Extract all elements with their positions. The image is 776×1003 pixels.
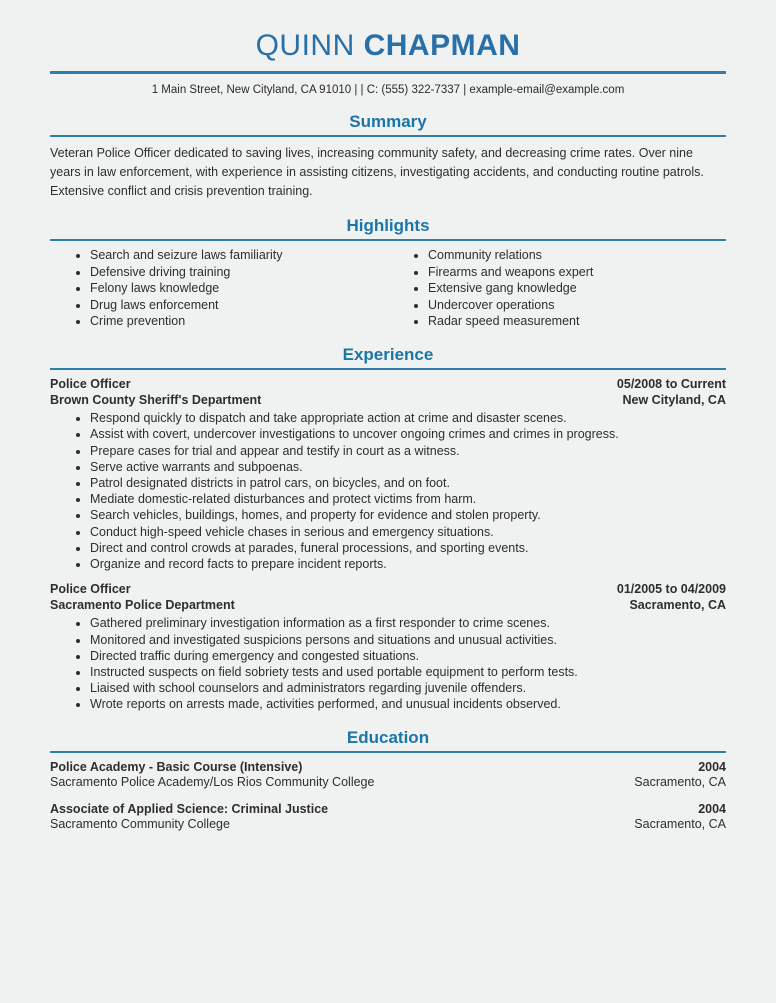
highlight-item: • Crime prevention [90, 313, 388, 330]
first-name: QUINN [255, 29, 355, 62]
summary-heading: Summary [349, 112, 427, 131]
section-education [50, 728, 726, 833]
education-location: Sacramento, CA [634, 775, 726, 790]
education-year: 2004 [698, 801, 726, 816]
highlights-left-list [50, 247, 388, 330]
education-degree-row [50, 802, 726, 818]
contact-line: 1 Main Street, New Cityland, CA 91010 | | C: (555) 322-7337 | example-email@example.com [151, 84, 625, 96]
education-heading: Education [346, 727, 430, 747]
job-location: New Cityland, CA [622, 392, 726, 407]
highlight-item: • Radar speed measurement [428, 313, 726, 330]
education-degree-row [50, 760, 726, 776]
highlights-divider [50, 239, 726, 241]
job-entry [50, 377, 726, 572]
section-highlights [50, 216, 726, 330]
education-school: Sacramento Community College [50, 817, 230, 832]
highlights-heading: Highlights [346, 216, 430, 235]
highlight-item: • Extensive gang knowledge [428, 280, 726, 297]
highlights-right-list [388, 247, 726, 330]
education-year: 2004 [698, 759, 726, 774]
job-duty: • Assist with covert, undercover investigations to uncover ongoing crimes and crimes in progress. [90, 426, 726, 442]
experience-divider [50, 368, 726, 370]
job-employer: Brown County Sheriff's Department [50, 392, 262, 407]
job-duty: • Mediate domestic-related disturbances and protect victims from harm. [90, 491, 726, 507]
last-name: CHAPMAN [363, 29, 521, 62]
job-duty: • Conduct high-speed vehicle chases in serious and emergency situations. [90, 524, 726, 540]
highlight-item: • Defensive driving training [90, 264, 388, 281]
highlight-item: • Firearms and weapons expert [428, 264, 726, 281]
education-entry [50, 802, 726, 833]
job-duty: • Organize and record facts to prepare incident reports. [90, 556, 726, 572]
job-employer: Sacramento Police Department [50, 597, 235, 612]
job-title: Police Officer [50, 376, 131, 391]
job-dates: 05/2008 to Current [616, 376, 726, 391]
highlight-item: • Felony laws knowledge [90, 280, 388, 297]
job-duty: • Patrol designated districts in patrol cars, on bicycles, and on foot. [90, 475, 726, 491]
job-employer-row [50, 393, 726, 409]
resume-header [50, 30, 726, 97]
education-school: Sacramento Police Academy/Los Rios Community College [50, 775, 375, 790]
education-degree: Police Academy - Basic Course (Intensive) [50, 759, 303, 774]
highlight-item: • Undercover operations [428, 297, 726, 314]
job-duty: • Liaised with school counselors and administrators regarding juvenile offenders. [90, 680, 726, 696]
job-duty: • Gathered preliminary investigation information as a first responder to crime scenes. [90, 615, 726, 631]
experience-heading: Experience [342, 344, 434, 364]
job-location: Sacramento, CA [629, 597, 726, 612]
job-duty: • Serve active warrants and subpoenas. [90, 459, 726, 475]
job-duties-list [50, 615, 726, 712]
job-duty: • Wrote reports on arrests made, activities performed, and unusual incidents observed. [90, 696, 726, 712]
highlights-columns [50, 247, 726, 330]
education-school-row [50, 817, 726, 833]
job-entry [50, 582, 726, 712]
summary-divider [50, 135, 726, 137]
highlight-item: • Drug laws enforcement [90, 297, 388, 314]
highlight-item: • Community relations [428, 247, 726, 264]
section-experience [50, 345, 726, 713]
page-title [50, 30, 726, 62]
job-duty: • Monitored and investigated suspicions persons and situations and unusual activities. [90, 632, 726, 648]
job-duty: • Prepare cases for trial and appear and testify in court as a witness. [90, 443, 726, 459]
job-duty: • Instructed suspects on field sobriety tests and used portable equipment to perform tests. [90, 664, 726, 680]
job-title-row [50, 377, 726, 393]
header-divider [50, 71, 726, 74]
highlight-item: • Search and seizure laws familiarity [90, 247, 388, 264]
job-duties-list [50, 410, 726, 572]
job-employer-row [50, 598, 726, 614]
job-duty: • Search vehicles, buildings, homes, and property for evidence and stolen property. [90, 507, 726, 523]
job-title: Police Officer [50, 582, 131, 597]
job-duty: • Respond quickly to dispatch and take appropriate action at crime and disaster scenes. [90, 410, 726, 426]
job-duty: • Directed traffic during emergency and congested situations. [90, 648, 726, 664]
job-title-row [50, 582, 726, 598]
education-divider [50, 751, 726, 753]
job-duty: • Direct and control crowds at parades, funeral processions, and sporting events. [90, 540, 726, 556]
education-location: Sacramento, CA [634, 817, 726, 832]
education-school-row [50, 775, 726, 791]
section-summary [50, 112, 726, 201]
education-entry [50, 760, 726, 791]
education-degree: Associate of Applied Science: Criminal Justice [50, 801, 329, 816]
job-dates: 01/2005 to 04/2009 [616, 582, 726, 597]
summary-paragraph: Veteran Police Officer dedicated to saving lives, increasing community safety, and decreasing crime rates. Over nine years in law enforcement, with experience in assisting citizens, investigating accidents, and conducting routine patrols. Extensive conflict and crisis prevention training. [50, 146, 704, 198]
